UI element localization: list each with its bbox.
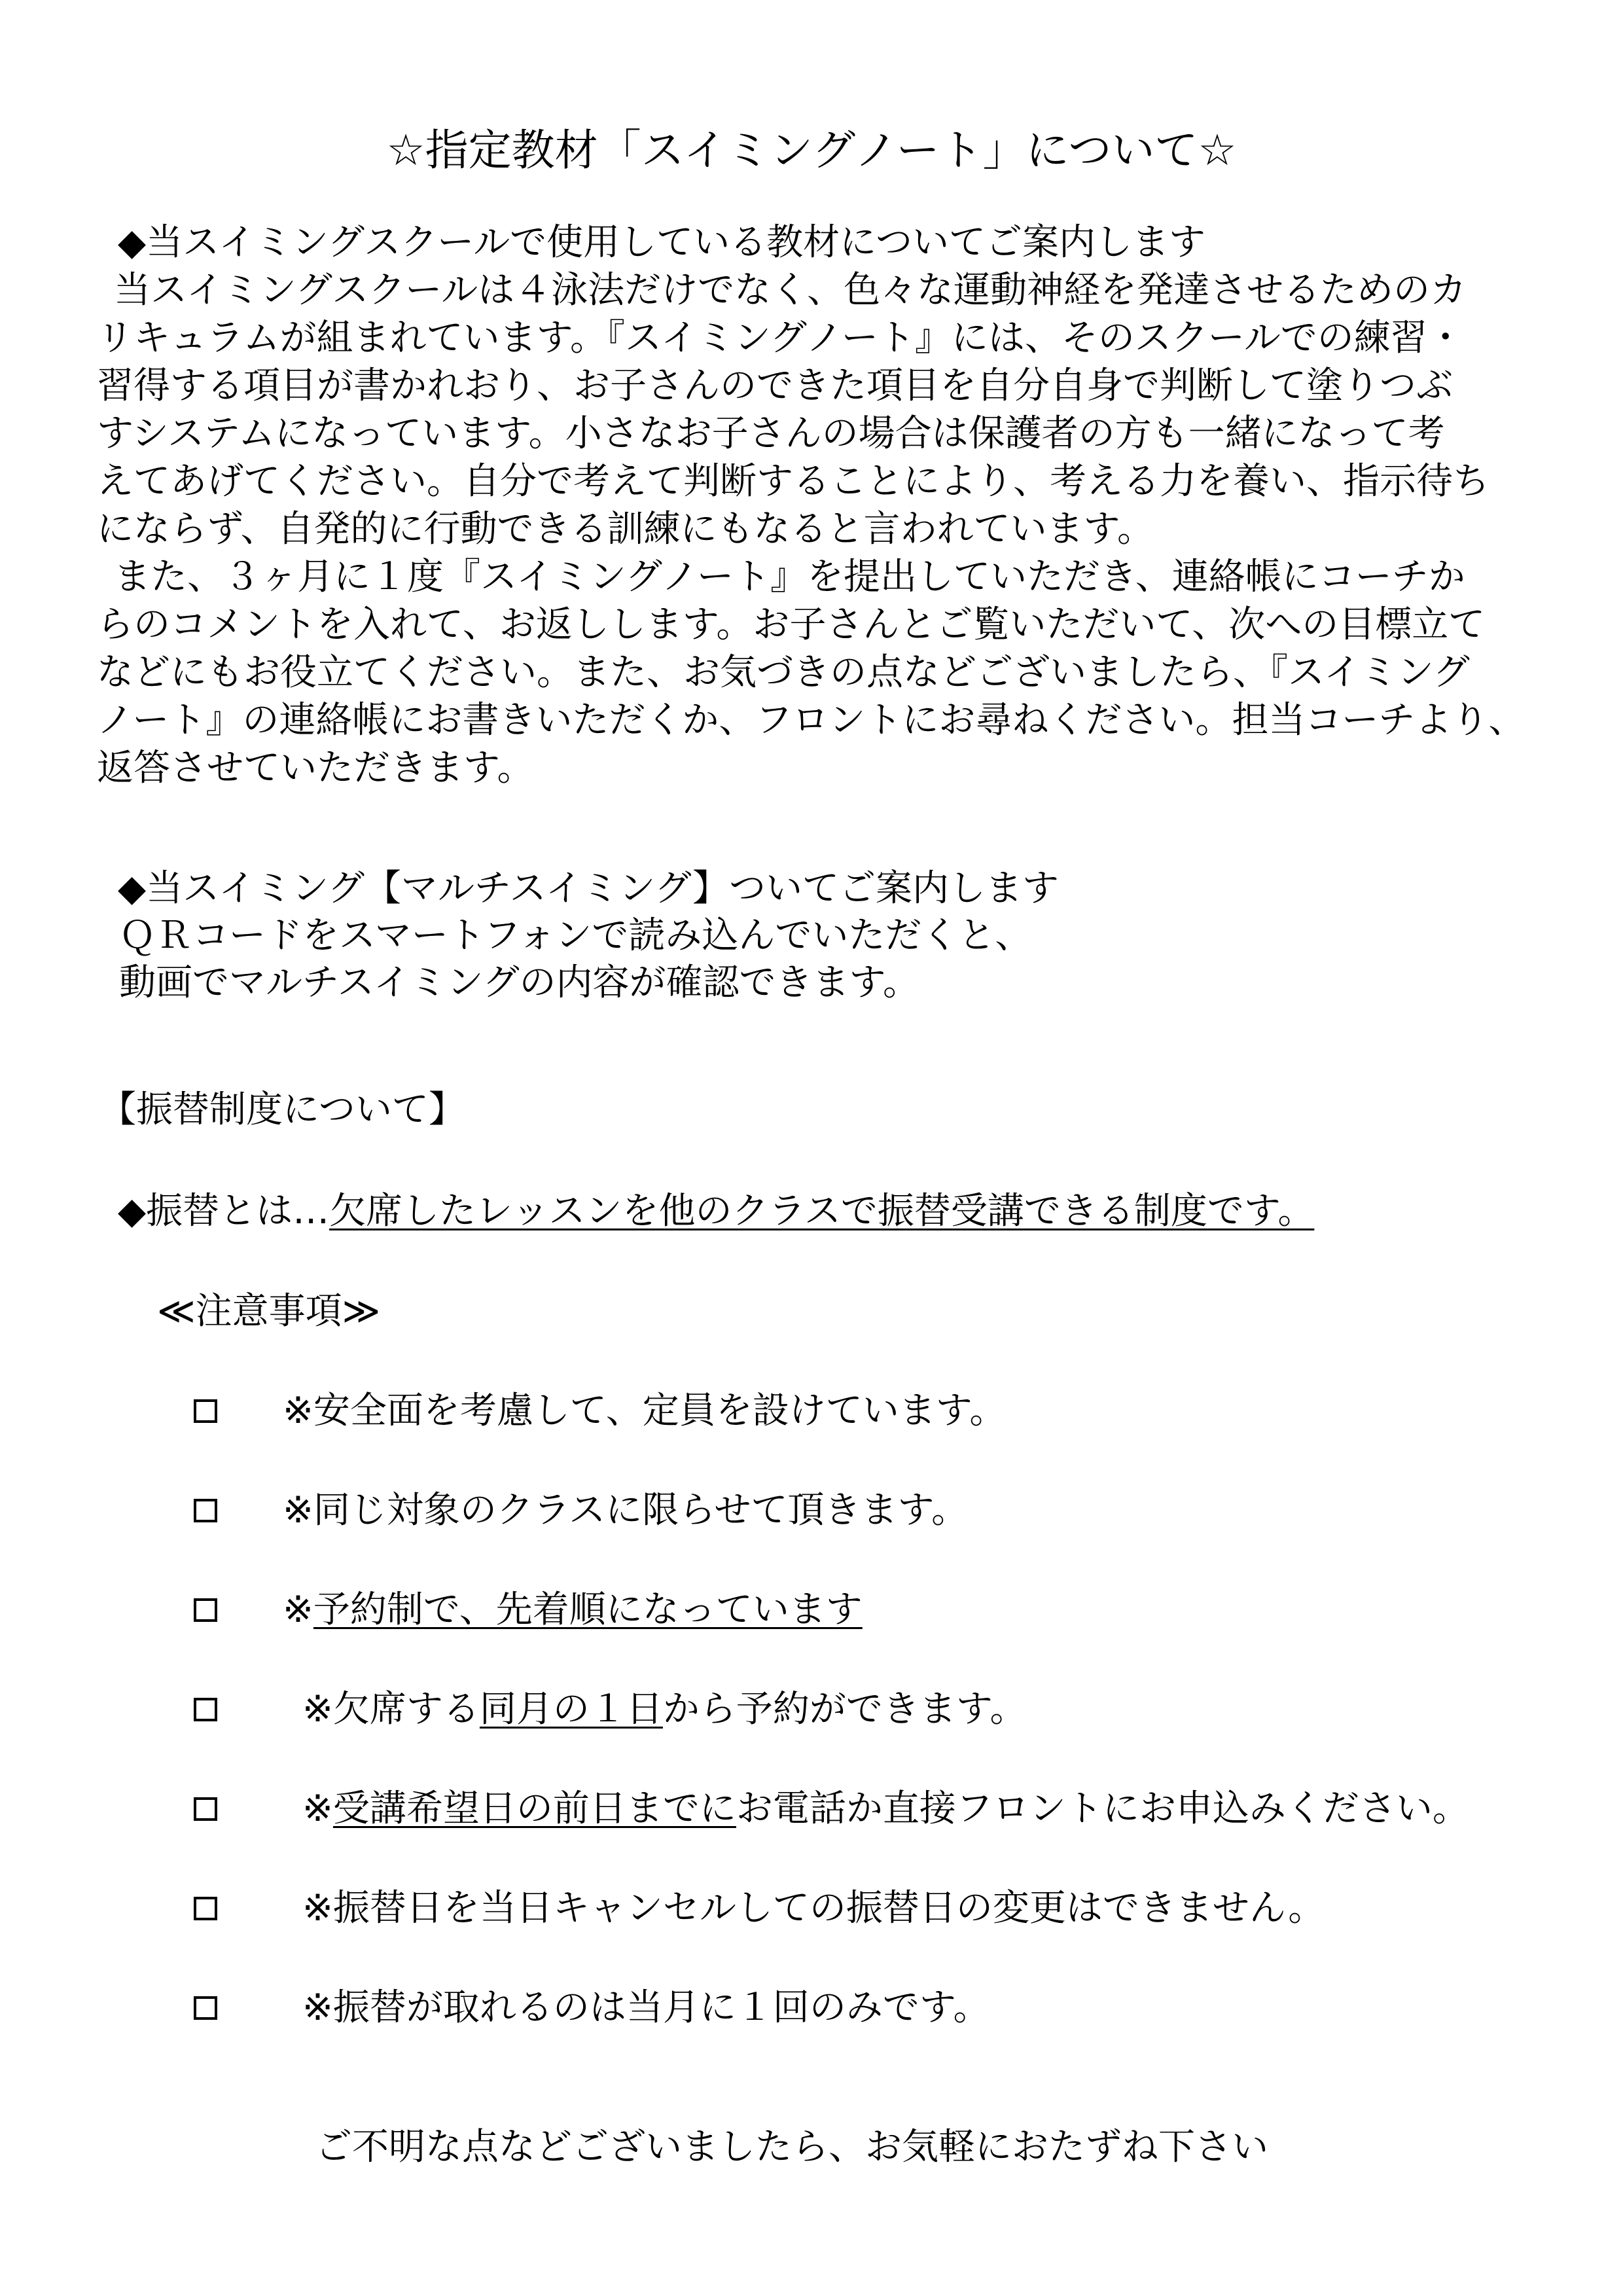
note-item: ※振替が取れるのは当月に１回のみです。 bbox=[302, 1986, 990, 2029]
multi-line: 動画でマルチスイミングの内容が確認できます。 bbox=[119, 961, 920, 1004]
closing-text: ご不明な点などございましたら、お気軽におたずね下さい bbox=[315, 2126, 1268, 2168]
materials-heading: ◆当スイミングスクールで使用している教材についてご案内します bbox=[118, 221, 1206, 264]
document-title: ☆指定教材「スイミングノート」について☆ bbox=[386, 125, 1237, 175]
note-checkbox[interactable] bbox=[194, 1996, 217, 2020]
materials-para2-line: などにもお役立てください。また、お気づきの点などございましたら、『スイミング bbox=[97, 651, 1470, 694]
note-prefix: ※ bbox=[302, 1787, 333, 1830]
transfer-heading: 【振替制度について】 bbox=[99, 1088, 465, 1131]
note-checkbox[interactable] bbox=[194, 1598, 217, 1622]
materials-para2-line: らのコメントを入れて、お返しします。お子さんとご覧いただいて、次への目標立て bbox=[97, 603, 1486, 646]
note-item: ※安全面を考慮して、定員を設けています。 bbox=[283, 1390, 1007, 1432]
note-item bbox=[302, 1686, 1026, 1733]
note-item: ※同じ対象のクラスに限らせて頂きます。 bbox=[283, 1489, 969, 1532]
note-item bbox=[302, 1785, 1469, 1833]
note-suffix: から予約ができます。 bbox=[662, 1688, 1027, 1731]
note-checkbox[interactable] bbox=[194, 1698, 217, 1721]
transfer-definition-underlined: 欠席したレッスンを他のクラスで振替受講できる制度です。 bbox=[329, 1190, 1315, 1232]
transfer-definition-prefix: ◆振替とは… bbox=[118, 1190, 330, 1232]
materials-para1-line: えてあげてください。自分で考えて判断することにより、考える力を養い、指示待ち bbox=[97, 460, 1489, 503]
note-item: ※振替日を当日キャンセルしての振替日の変更はできません。 bbox=[302, 1887, 1325, 1929]
materials-para1-line: にならず、自発的に行動できる訓練にもなると言われています。 bbox=[97, 508, 1154, 550]
materials-para1-line: 当スイミングスクールは４泳法だけでなく、色々な運動神経を発達させるためのカ bbox=[114, 269, 1467, 312]
note-checkbox[interactable] bbox=[194, 1797, 217, 1821]
note-underlined: 予約制で、先着順になっています bbox=[313, 1588, 863, 1631]
note-checkbox[interactable] bbox=[194, 1399, 217, 1423]
note-underlined: 同月の１日 bbox=[479, 1688, 663, 1731]
materials-para1-line: リキュラムが組まれています。『スイミングノート』には、そのスクールでの練習・ bbox=[97, 317, 1464, 359]
note-checkbox[interactable] bbox=[194, 1897, 217, 1920]
note-item bbox=[283, 1587, 863, 1634]
materials-para2-line: また、３ヶ月に１度『スイミングノート』を提出していただき、連絡帳にコーチか bbox=[114, 556, 1465, 598]
notes-heading: ≪注意事項≫ bbox=[157, 1290, 381, 1333]
note-prefix: ※欠席する bbox=[302, 1688, 480, 1731]
note-underlined: 受講希望日の前日までに bbox=[332, 1787, 736, 1830]
note-suffix: お電話か直接フロントにお申込みください。 bbox=[736, 1787, 1469, 1830]
materials-para1-line: すシステムになっています。小さなお子さんの場合は保護者の方も一緒になって考 bbox=[97, 412, 1445, 455]
transfer-definition bbox=[118, 1188, 1314, 1235]
materials-para1-line: 習得する項目が書かれおり、お子さんのできた項目を自分自身で判断して塗りつぶ bbox=[97, 365, 1453, 407]
materials-para2-line: ノート』の連絡帳にお書きいただくか、フロントにお尋ねください。担当コーチより、 bbox=[97, 699, 1525, 742]
materials-para2-line: 返答させていただきます。 bbox=[97, 747, 534, 789]
multi-line: ＱＲコードをスマートフォンで読み込んでいただくと、 bbox=[119, 914, 1032, 957]
note-checkbox[interactable] bbox=[194, 1499, 217, 1522]
note-prefix: ※ bbox=[283, 1588, 313, 1631]
multi-heading: ◆当スイミング【マルチスイミング】ついてご案内します bbox=[118, 867, 1060, 910]
